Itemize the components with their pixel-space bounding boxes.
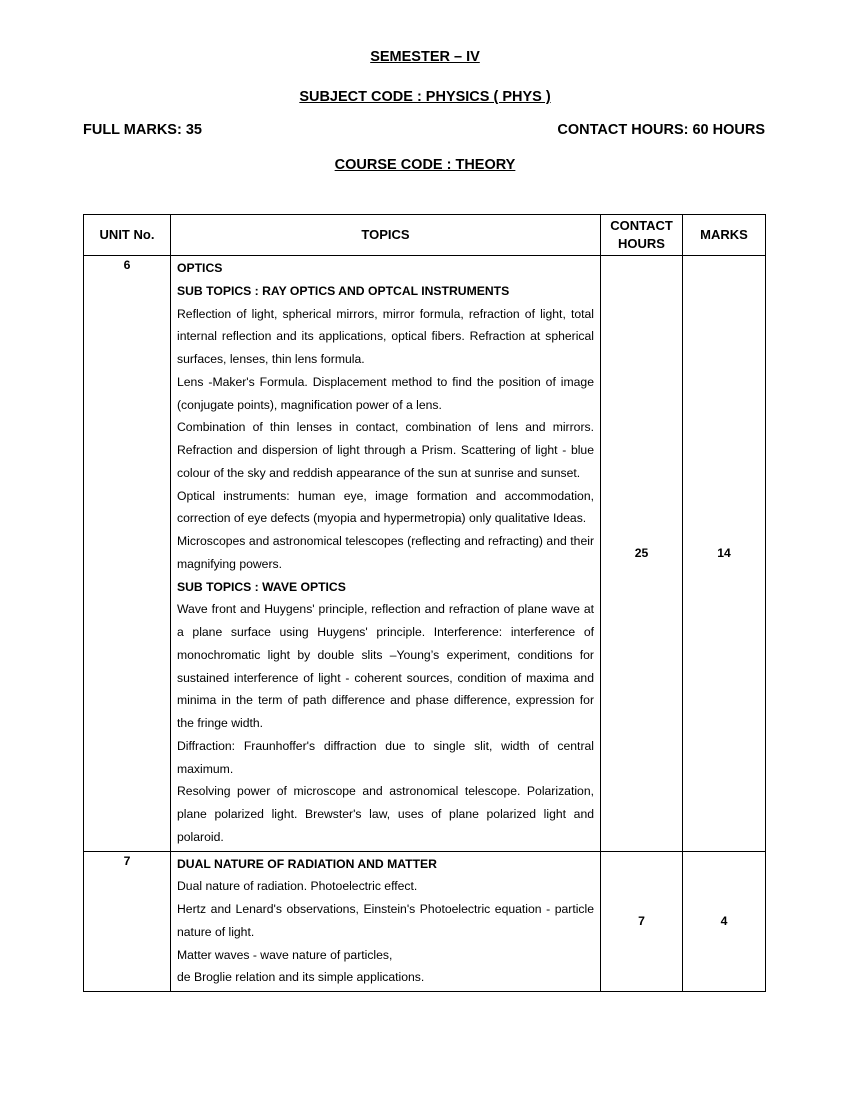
- marks-value: 4: [683, 851, 766, 992]
- semester-title: SEMESTER – IV: [370, 49, 480, 65]
- subject-code: SUBJECT CODE : PHYSICS ( PHYS ): [299, 89, 551, 105]
- unit-number: 7: [84, 851, 171, 992]
- subtopic-heading: SUB TOPICS : WAVE OPTICS: [177, 579, 346, 594]
- topic-paragraph: Hertz and Lenard's observations, Einstein's Photoelectric equation - particle nature of light.: [177, 902, 594, 939]
- topic-paragraph: Matter waves - wave nature of particles,: [177, 947, 393, 962]
- topic-heading: OPTICS: [177, 261, 223, 275]
- topic-paragraph: Lens -Maker's Formula. Displacement method to find the position of image (conjugate points), magnification power of a lens.: [177, 374, 594, 412]
- topics-cell: [171, 256, 601, 852]
- topic-paragraph: Wave front and Huygens' principle, reflection and refraction of plane wave at a plane surface using Huygens' principle. Interference: interference of monochromatic light by double slits –Young’s experiment, conditions for sustained interference of light - coherent sources, condition of maxima and minima in the term of path difference and phase difference, expression for the fringe width.: [177, 602, 594, 730]
- topic-paragraph: Resolving power of microscope and astronomical telescope. Polarization, plane polarized light. Brewster's law, uses of plane polarized light and polaroid.: [177, 784, 594, 844]
- full-marks: FULL MARKS: 35: [83, 122, 202, 138]
- unit-number: 6: [84, 256, 171, 852]
- topic-paragraph: Diffraction: Fraunhoffer's diffraction due to single slit, width of central maximum.: [177, 738, 594, 776]
- marks-value: 14: [683, 256, 766, 852]
- table-row: [84, 256, 766, 852]
- course-code: COURSE CODE : THEORY: [334, 157, 516, 173]
- header-marks: MARKS: [683, 215, 766, 256]
- topic-paragraph: Combination of thin lenses in contact, combination of lens and mirrors. Refraction and dispersion of light through a Prism. Scattering of light - blue colour of the sky and reddish appearance of the sun at sunrise and sunset.: [177, 420, 594, 480]
- topics-cell: [171, 851, 601, 992]
- topic-paragraph: Dual nature of radiation. Photoelectric effect.: [177, 879, 418, 894]
- contact-hours: CONTACT HOURS: 60 HOURS: [557, 122, 765, 138]
- table-row: [84, 851, 766, 992]
- topic-paragraph: de Broglie relation and its simple applications.: [177, 970, 425, 985]
- header-unit: UNIT No.: [84, 215, 171, 256]
- contact-hours-value: 25: [601, 256, 683, 852]
- topic-heading: DUAL NATURE OF RADIATION AND MATTER: [177, 856, 437, 871]
- topic-paragraph: Optical instruments: human eye, image formation and accommodation, correction of eye defects (myopia and hypermetropia) only qualitative Ideas.: [177, 488, 594, 526]
- table-header-row: [84, 215, 766, 256]
- contact-hours-value: 7: [601, 851, 683, 992]
- topic-paragraph: Microscopes and astronomical telescopes (reflecting and refracting) and their magnifying powers.: [177, 534, 594, 571]
- topic-paragraph: Reflection of light, spherical mirrors, mirror formula, refraction of light, total internal reflection and its applications, optical fibers. Refraction at spherical surfaces, lenses, thin lens formula.: [177, 306, 594, 366]
- syllabus-table: [83, 214, 766, 992]
- subtopic-heading: SUB TOPICS : RAY OPTICS AND OPTCAL INSTRUMENTS: [177, 283, 510, 298]
- header-topics: TOPICS: [171, 215, 601, 256]
- header-contact-hours: CONTACT HOURS: [601, 215, 683, 256]
